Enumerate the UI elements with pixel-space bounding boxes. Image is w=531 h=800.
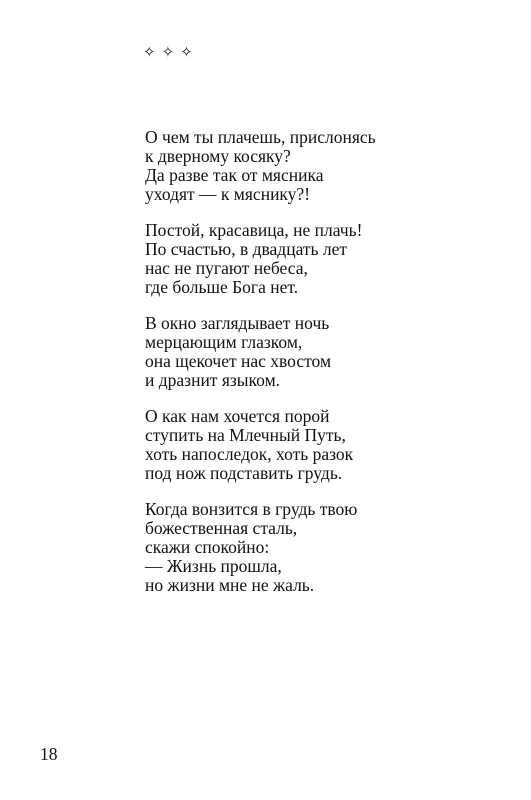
poem-line: О чем ты плачешь, прислонясь bbox=[145, 127, 376, 147]
poem-line: она щекочет нас хвостом bbox=[145, 351, 332, 371]
stanza bbox=[145, 314, 495, 390]
stanza bbox=[145, 128, 495, 204]
poem-line: нас не пугают небеса, bbox=[145, 258, 308, 278]
poem-line: к дверному косяку? bbox=[145, 146, 291, 166]
stanza bbox=[145, 221, 495, 297]
poem-line: Постой, красавица, не плачь! bbox=[145, 220, 363, 240]
poem bbox=[145, 128, 495, 612]
poem-line: хоть напоследок, хоть разок bbox=[145, 444, 354, 464]
section-ornament: ✧✧✧ bbox=[143, 43, 199, 61]
poem-line: божественная сталь, bbox=[145, 518, 298, 538]
poem-line: ступить на Млечный Путь, bbox=[145, 425, 346, 445]
poem-line: скажи спокойно: bbox=[145, 537, 270, 557]
poem-line: В окно заглядывает ночь bbox=[145, 313, 330, 333]
page-number: 18 bbox=[40, 744, 58, 764]
poem-line: под нож подставить грудь. bbox=[145, 463, 343, 483]
poem-line: и дразнит языком. bbox=[145, 370, 281, 390]
poem-line: Да разве так от мясника bbox=[145, 165, 324, 185]
poem-line: уходят — к мяснику?! bbox=[145, 184, 311, 204]
poem-line: Когда вонзится в грудь твою bbox=[145, 499, 358, 519]
poem-line: но жизни мне не жаль. bbox=[145, 575, 315, 595]
poem-line: О как нам хочется порой bbox=[145, 406, 330, 426]
poem-line: мерцающим глазком, bbox=[145, 332, 303, 352]
poem-line: — Жизнь прошла, bbox=[145, 556, 282, 576]
stanza bbox=[145, 500, 495, 595]
poem-line: По счастью, в двадцать лет bbox=[145, 239, 348, 259]
stanza bbox=[145, 407, 495, 483]
poem-line: где больше Бога нет. bbox=[145, 277, 299, 297]
